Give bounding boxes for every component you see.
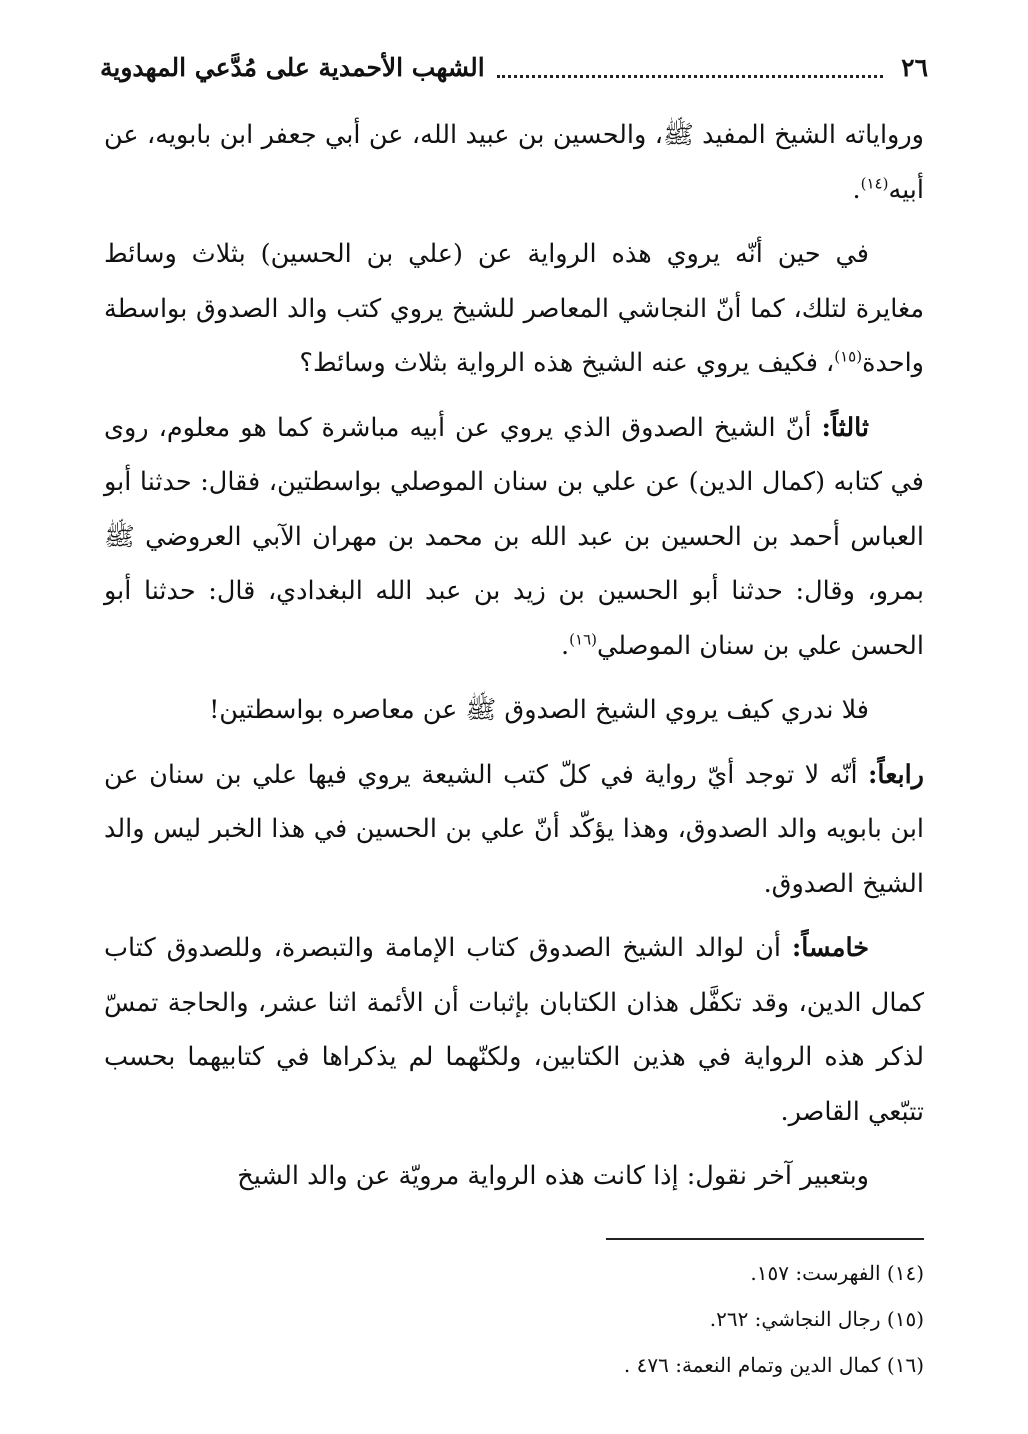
paragraph-text: أنّه لا توجد أيّ رواية في كلّ كتب الشيعة يروي فيها علي بن سنان عن ابن بابويه والد الصدوق، وهذا يؤكّد أنّ علي بن الحسين في هذا الخبر ليس والد الشيخ الصدوق. [104, 759, 925, 899]
dotted-leader [497, 74, 883, 78]
footnotes [400, 1250, 924, 1388]
footnote-14: (١٤) الفهرست: ١٥٧. [750, 1261, 924, 1285]
body-text [104, 108, 924, 1214]
paragraph-lead: رابعاً: [868, 759, 924, 790]
footnote-divider [606, 1238, 924, 1240]
paragraph-text: في حين أنّه يروي هذه الرواية عن (علي بن الحسين) بثلاث وسائط مغايرة لتلك، كما أنّ النجاشي المعاصر للشيخ يروي كتب والد الصدوق بواسطة واحدة [104, 239, 924, 378]
page-number: ٢٦ [901, 53, 928, 82]
running-title: الشهب الأحمدية على مُدَّعي المهدوية [100, 53, 485, 82]
paragraph-text: أن لوالد الشيخ الصدوق كتاب الإمامة والتبصرة، وللصدوق كتاب كمال الدين، وقد تكفَّل هذان الكتابان بإثبات أن الأئمة اثنا عشر، والحاجة تمسّ لذكر هذه الرواية في هذين الكتابين، ولكنّهما لم يذكراها في كتابيهما بحسب تتبّعي القاصر. [104, 933, 924, 1127]
paragraph-7 [104, 1149, 924, 1204]
footnote-ref-14: (١٤) [860, 174, 889, 192]
paragraph-lead: خامساً: [791, 933, 869, 963]
paragraph-3: ثالثاً: أنّ الشيخ الصدوق الذي يروي عن أبيه مباشرة كما هو معلوم، روى في كتابه (كمال الدين) عن علي بن سنان الموصلي بواسطتين، فقال: حدثنا أبو العباس أحمد بن الحسين بن عبد الله بن محمد بن مهران الآبي العروضي ﷺ بمرو، وقال: حدثنا أبو الحسين بن زيد بن عبد الله البغدادي، قال: حدثنا أبو الحسن علي بن سنان الموصلي$^{(١٦)}$. [104, 412, 924, 661]
footnote-ref-16: (١٦) [569, 630, 597, 648]
page-header [100, 44, 928, 88]
paragraph-text: فلا ندري كيف يروي الشيخ الصدوق ﷺ عن معاصره بواسطتين! [209, 695, 869, 725]
paragraph-text: أنّ الشيخ الصدوق الذي يروي عن أبيه مباشرة كما هو معلوم، روى في كتابه (كمال الدين) عن علي بن سنان الموصلي بواسطتين، فقال: حدثنا أبو العباس أحمد بن الحسين بن عبد الله بن محمد بن مهران الآبي العروضي ﷺ بمرو، وقال: حدثنا أبو الحسين بن زيد بن عبد الله البغدادي، قال: حدثنا أبو الحسن علي بن سنان الموصلي [104, 412, 924, 661]
paragraph-text: ورواياته الشيخ المفيد ﷺ، والحسين بن عبيد الله، عن أبي جعفر ابن بابويه، عن أبيه [104, 120, 924, 205]
paragraph-1: ورواياته الشيخ المفيد ﷺ، والحسين بن عبيد الله، عن أبي جعفر ابن بابويه، عن أبيه$^{(١٤)}$. [104, 120, 924, 205]
paragraph-2: في حين أنّه يروي هذه الرواية عن (علي بن الحسين) بثلاث وسائط مغايرة لتلك، كما أنّ النجاشي المعاصر للشيخ يروي كتب والد الصدوق بواسطة واحدة$^{(١٥)}$، فكيف يروي عنه الشيخ هذه الرواية بثلاث وسائط؟ [104, 239, 924, 378]
paragraph-6 [104, 921, 924, 1139]
paragraph-4 [104, 683, 924, 738]
footnote-15: (١٥) رجال النجاشي: ٢٦٢. [709, 1307, 924, 1331]
footnote-16: (١٦) كمال الدين وتمام النعمة: ٤٧٦ . [623, 1353, 924, 1377]
paragraph-text: وبتعبير آخر نقول: إذا كانت هذه الرواية مرويّة عن والد الشيخ [237, 1161, 869, 1191]
footnote-ref-15: (١٥) [834, 347, 863, 366]
paragraph-lead: ثالثاً: [821, 412, 869, 443]
paragraph-5 [104, 748, 924, 912]
